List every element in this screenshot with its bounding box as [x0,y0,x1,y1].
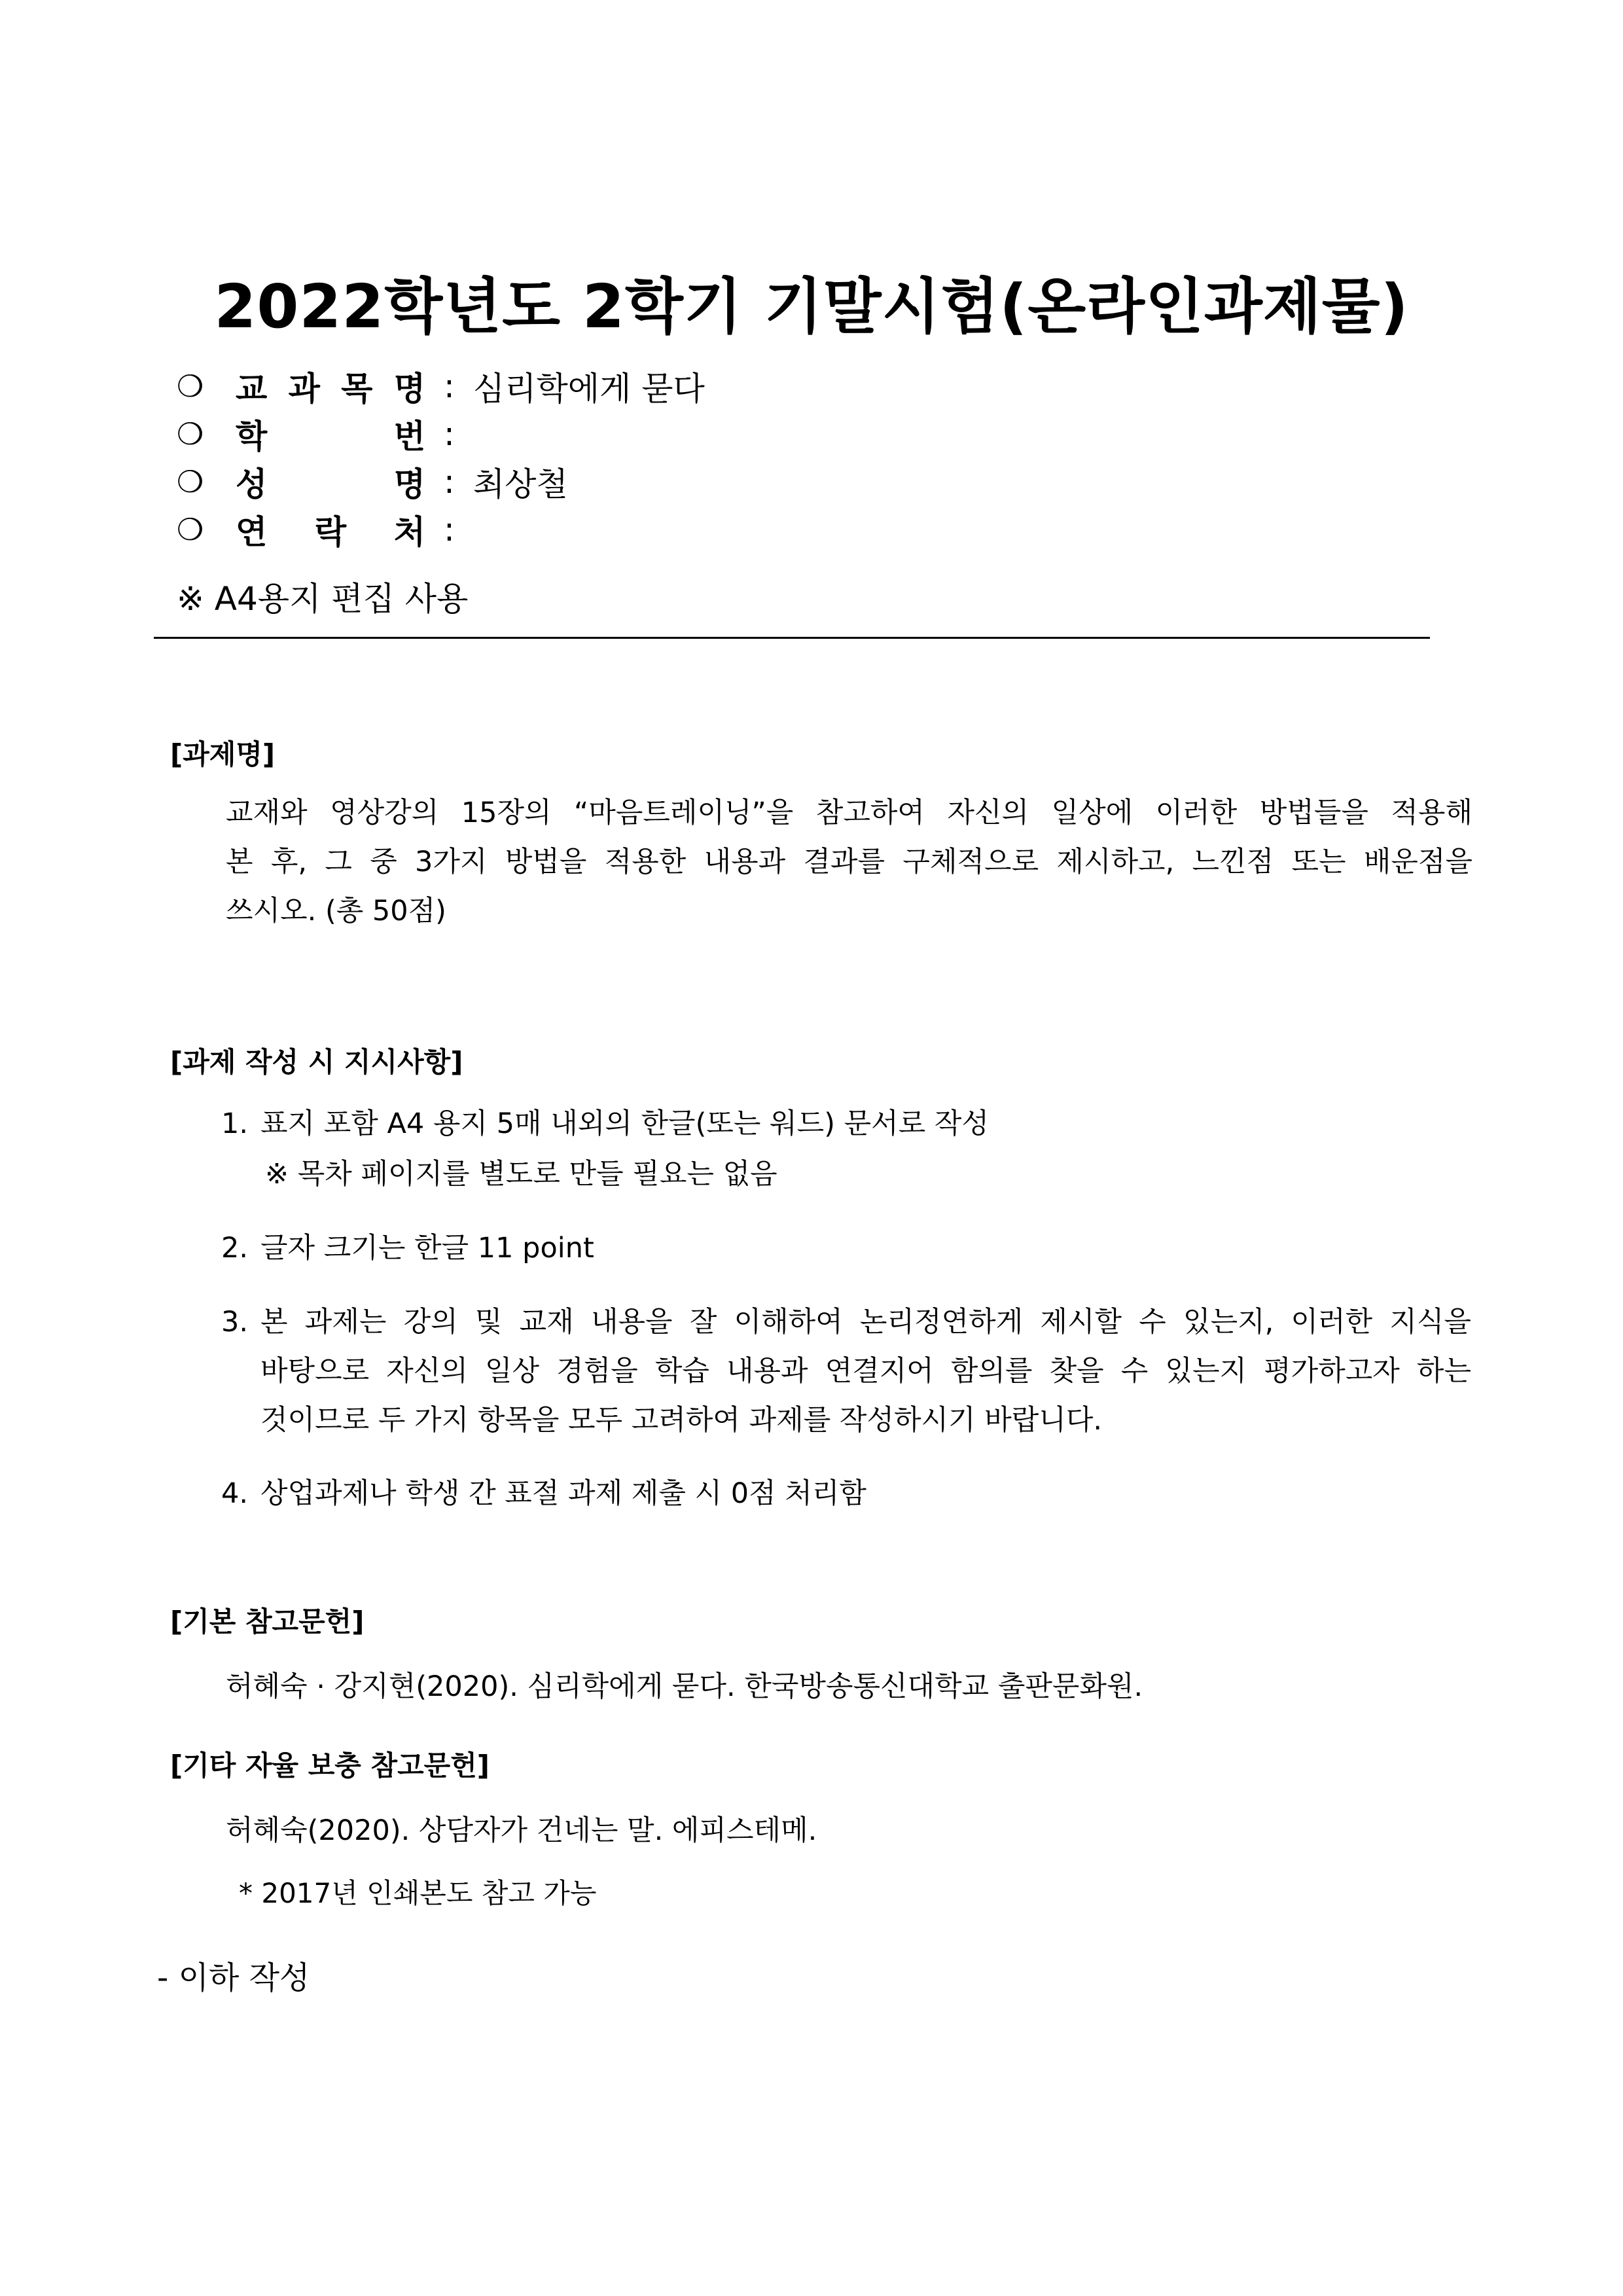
assignment-text [226,789,1472,936]
item-number: 2. [221,1232,249,1265]
item-number: 4. [221,1477,249,1510]
basic-refs-heading: [기본 참고문헌] [170,1605,365,1638]
info-row-contact [177,507,473,552]
course-label: 교 과 목 명 [236,370,425,408]
item-line: 바탕으로 자신의 일상 경험을 학습 내용과 연결지어 함의를 찾을 수 있는지 평가하고자 하는 [260,1355,1471,1388]
document-title: 2022학년도 2학기 기말시험(온라인과제물) [214,272,1409,342]
instruction-subnote: ※ 목차 페이지를 별도로 만들 필요는 없음 [265,1158,777,1191]
extra-refs-heading: [기타 자율 보충 참고문헌] [170,1749,490,1782]
assignment-heading: [과제명] [170,738,276,770]
assignment-line: 교재와 영상강의 15장의 “마음트레이닝”을 참고하여 자신의 일상에 이러한 방법들을 적용해 [226,797,1472,829]
item-line: 본 과제는 강의 및 교재 내용을 잘 이해하여 논리정연하게 제시할 수 있는지, 이러한 지식을 [260,1306,1471,1338]
circle-bullet-icon: ❍ [177,416,204,452]
item-text [260,1298,1471,1445]
footer-note: - 이하 작성 [157,1960,310,1996]
info-row-course [177,363,705,409]
contact-label: 연 락 처 [236,513,425,551]
basic-refs-text: 허혜숙 · 강지현(2020). 심리학에게 묻다. 한국방송통신대학교 출판문화원. [226,1670,1143,1703]
assignment-line: 본 후, 그 중 3가지 방법을 적용한 내용과 결과를 구체적으로 제시하고, 느낀점 또는 배운점을 [226,846,1472,878]
divider-line [154,637,1430,639]
colon: : [444,415,455,453]
circle-bullet-icon: ❍ [177,464,204,499]
instructions-heading: [과제 작성 시 지시사항] [170,1046,463,1078]
assignment-line: 쓰시오. (총 50점) [226,895,446,927]
course-value: 심리학에게 묻다 [473,370,705,408]
item-text: 상업과제나 학생 간 표절 과제 제출 시 0점 처리함 [260,1477,866,1510]
info-row-name [177,459,568,505]
colon: : [444,367,455,405]
format-note: ※ A4용지 편집 사용 [177,580,469,618]
name-value: 최상철 [473,465,568,503]
item-number: 1. [221,1107,249,1140]
item-number: 3. [221,1306,249,1338]
colon: : [444,511,455,548]
item-line: 것이므로 두 가지 항목을 모두 고려하여 과제를 작성하시기 바랍니다. [260,1404,1103,1437]
name-label: 성 명 [236,465,425,503]
item-text: 글자 크기는 한글 11 point [260,1232,594,1265]
circle-bullet-icon: ❍ [177,512,204,547]
student-id-label: 학 번 [236,418,425,456]
circle-bullet-icon: ❍ [177,368,204,404]
item-text: 표지 포함 A4 용지 5매 내외의 한글(또는 워드) 문서로 작성 [260,1107,989,1140]
extra-refs-note: * 2017년 인쇄본도 참고 가능 [239,1877,597,1909]
colon: : [444,463,455,501]
extra-refs-text: 허혜숙(2020). 상담자가 건네는 말. 에피스테메. [226,1814,817,1847]
info-row-student-id [177,411,473,457]
